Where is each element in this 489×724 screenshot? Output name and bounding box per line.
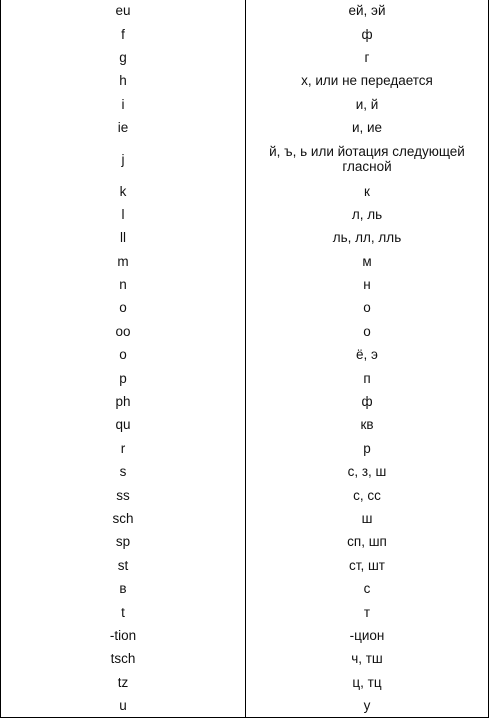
table-row [1, 0, 489, 22]
latin-cell: в [1, 577, 246, 600]
latin-cell: p [1, 366, 246, 389]
table-row [1, 203, 489, 226]
cyrillic-cell: п [246, 366, 489, 389]
cyrillic-cell: ё, э [246, 343, 489, 366]
table-row [1, 250, 489, 273]
table-row [1, 483, 489, 506]
cyrillic-cell: ей, эй [246, 0, 489, 22]
latin-cell: st [1, 554, 246, 577]
table-row [1, 273, 489, 296]
latin-cell: ll [1, 226, 246, 249]
cyrillic-cell: о [246, 296, 489, 319]
table-row [1, 460, 489, 483]
latin-cell: oo [1, 320, 246, 343]
table-row [1, 530, 489, 553]
latin-cell: ie [1, 116, 246, 139]
cyrillic-cell: и, ие [246, 116, 489, 139]
cyrillic-cell: ш [246, 507, 489, 530]
latin-cell: tz [1, 671, 246, 694]
table-row [1, 320, 489, 343]
latin-cell: sch [1, 507, 246, 530]
cyrillic-cell: н [246, 273, 489, 296]
cyrillic-cell: у [246, 694, 489, 718]
table-row [1, 600, 489, 623]
table-row [1, 624, 489, 647]
cyrillic-cell: ч, тш [246, 647, 489, 670]
table-body [1, 0, 489, 718]
cyrillic-cell: с, з, ш [246, 460, 489, 483]
latin-cell: j [1, 139, 246, 179]
latin-cell: n [1, 273, 246, 296]
latin-cell: o [1, 296, 246, 319]
latin-cell: k [1, 179, 246, 202]
table-row [1, 577, 489, 600]
table-row [1, 46, 489, 69]
table-row [1, 413, 489, 436]
table-row [1, 694, 489, 718]
latin-cell: tsch [1, 647, 246, 670]
latin-cell: r [1, 437, 246, 460]
table-row [1, 390, 489, 413]
table-row [1, 226, 489, 249]
table-row [1, 437, 489, 460]
table-row [1, 343, 489, 366]
cyrillic-cell: л, ль [246, 203, 489, 226]
table-row [1, 366, 489, 389]
cyrillic-cell: с [246, 577, 489, 600]
latin-cell: o [1, 343, 246, 366]
latin-cell: sp [1, 530, 246, 553]
latin-cell: i [1, 93, 246, 116]
latin-cell: -tion [1, 624, 246, 647]
latin-cell: ph [1, 390, 246, 413]
cyrillic-cell: и, й [246, 93, 489, 116]
cyrillic-cell: сп, шп [246, 530, 489, 553]
latin-cell: h [1, 69, 246, 92]
latin-cell: u [1, 694, 246, 718]
latin-cell: g [1, 46, 246, 69]
table-row [1, 179, 489, 202]
latin-cell: t [1, 600, 246, 623]
table-row [1, 296, 489, 319]
latin-cell: s [1, 460, 246, 483]
table-row [1, 554, 489, 577]
cyrillic-cell: р [246, 437, 489, 460]
cyrillic-cell: м [246, 250, 489, 273]
latin-cell: m [1, 250, 246, 273]
latin-cell: l [1, 203, 246, 226]
cyrillic-cell: ф [246, 22, 489, 45]
cyrillic-cell: ц, тц [246, 671, 489, 694]
cyrillic-cell: ф [246, 390, 489, 413]
table-row [1, 22, 489, 45]
table-row [1, 507, 489, 530]
cyrillic-cell: о [246, 320, 489, 343]
cyrillic-cell: -цион [246, 624, 489, 647]
table-row [1, 116, 489, 139]
latin-cell: qu [1, 413, 246, 436]
cyrillic-cell: ль, лл, лль [246, 226, 489, 249]
table-row [1, 93, 489, 116]
cyrillic-cell: й, ъ, ь или йотация следующей гласной [246, 139, 489, 179]
cyrillic-cell: т [246, 600, 489, 623]
cyrillic-cell: к [246, 179, 489, 202]
cyrillic-cell: г [246, 46, 489, 69]
table-row [1, 647, 489, 670]
cyrillic-cell: ст, шт [246, 554, 489, 577]
cyrillic-cell: с, сс [246, 483, 489, 506]
latin-cell: f [1, 22, 246, 45]
cyrillic-cell: х, или не передается [246, 69, 489, 92]
table-row [1, 671, 489, 694]
latin-cell: ss [1, 483, 246, 506]
cyrillic-cell: кв [246, 413, 489, 436]
table-row [1, 69, 489, 92]
table-row [1, 139, 489, 179]
latin-cell: eu [1, 0, 246, 22]
